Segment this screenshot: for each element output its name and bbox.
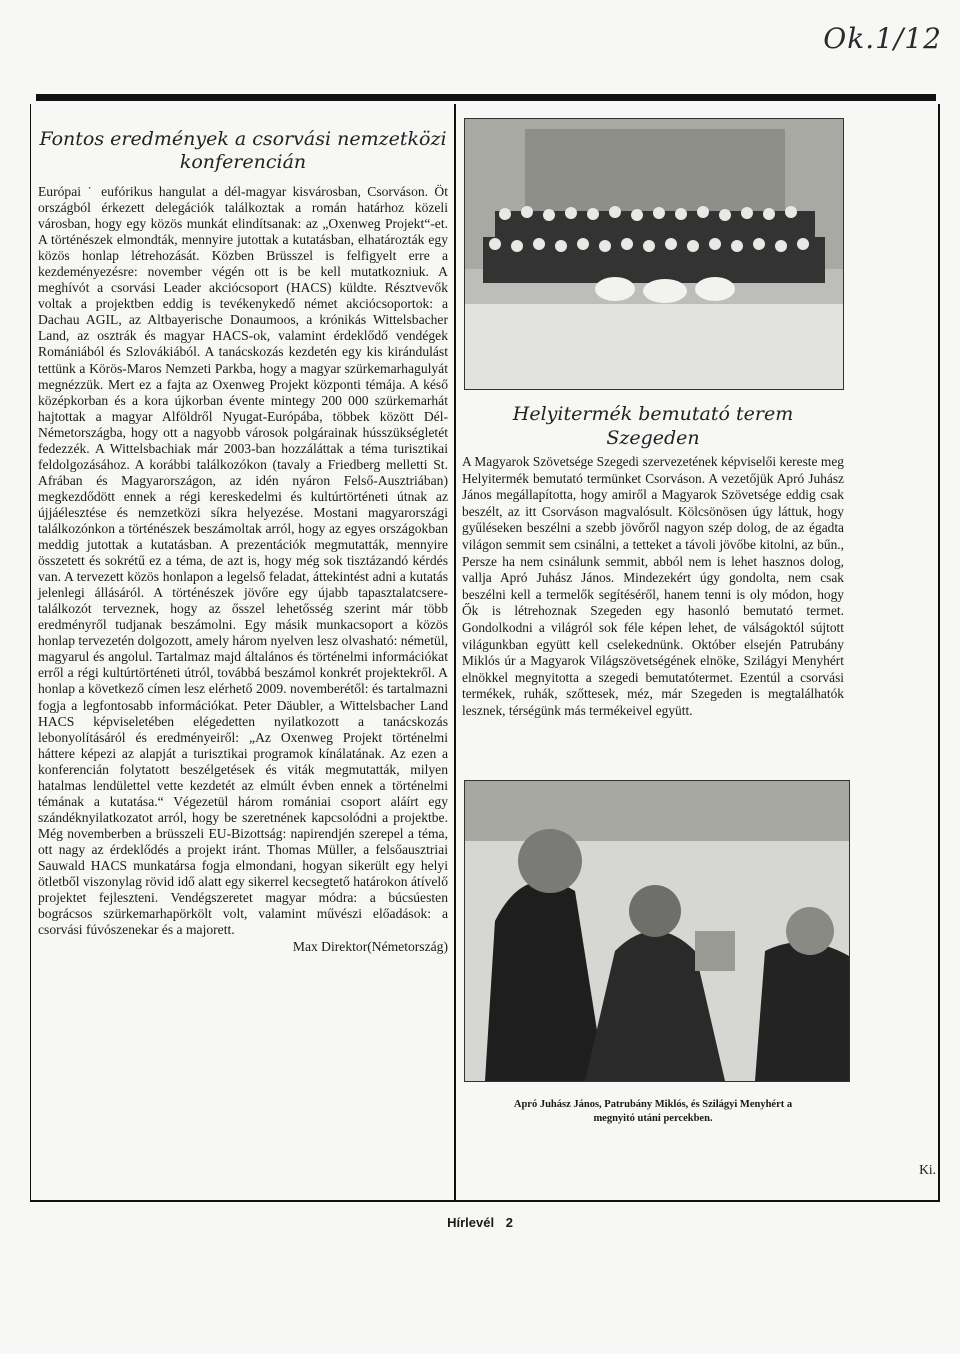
right-headline-line2: Szegeden bbox=[606, 427, 700, 449]
right-column-border bbox=[938, 104, 940, 1201]
left-article-headline bbox=[38, 128, 448, 174]
page-number: 2 bbox=[505, 1215, 513, 1230]
page-footer bbox=[0, 1215, 960, 1230]
caption-line2: megnyitó utáni percekben. bbox=[593, 1112, 713, 1124]
bottom-rule bbox=[30, 1200, 940, 1202]
left-article-body: Európai ˙ eufórikus hangulat a dél-magyar kisvárosban, Csorváson. Öt országból érkezett delegációk találkoztak a román határhoz közeli városban, hogy egy közös munkát elindítsanak: az „Oxenweg Projekt“-et. A történészek elmondták, mennyire jutottak a kutatásban, elhatározták egy közös honlap létrehozását. Közben Brüsszel is felfigyelt erre a kezdeményezésre: november végén ott is be kell mutatkozniuk. A meghívót a csorvási Leader akciócsoport (HACS) küldte. Résztvevők voltak a projektben eddig is tevékenykedő német akciócsoportok: a Dachau AGIL, az Altbayerische Donaumoos, a krónikás Wittelsbacher Land, az osztrák és magyar HACS-ok, valamint érdeklődő vendégek Romániából és Szlovákiából. A tanácskozás kezdetén egy kis kirándulást tettünk a Körös-Maros Nemzeti Parkba, hogy a magyar szürkemarhagulyát megnézzük. Mert ez a fajta az Oxenweg Projekt központi témája. A késő középkorban és a kora újkorban évente mintegy 200 000 szürkemarhát hajtottak a magyar Alföldről Nyugat-Európába, többek között Dél-Németországba, hogy ott a nagyobb városok polgárainak hússzükségletét fedezzék. A Wittelsbachiak már 2003-ban hozzáláttak a téma turisztikai feldolgozásához. A korábbi találkozókon (tavaly a Friedberg melletti St. Afrában és Magyarországon, az idén nyáron Felső-Ausztriában) megkezdődött ennek a régi kereskedelmi és kultúrtörténeti útnak az újjáélesztése és nemzetközi síkra helyezése. Mostani magyarországi találkozónkon a történészek beszámoltak arról, hogy az egyes országokban meddig jutottak a kutatásban. A prezentációk megmutatták, mennyire összetett és sokrétű ez a téma, de azt is, hogy még sok tisztázandó kérdés van. A tervezett közös honlapon a legelső feladat, áttekintést adni a kutatás jelenlegi állásáról. A történészek jövőre egy újabb tapasztalatcsere-találkozót terveznek, hogy az ősszel lehetősség szerint már több eredményről tudjanak beszámolni. Egy másik munkacsoport a közös honlap tervezetén dolgozott, amely három nyelven lesz olvasható: németül, magyarul és angolul. Tartalmaz majd általános és történelmi információkat erről a régi kultúrtörténeti útról, továbbá beszámol konkrét projektekről. A honlap a következő címen lesz elérhető 2009. novemberétől: és tartalmazni fogja a legfontosabb információkat. Peter Däubler, a Wittelsbacher Land HACS képviseletében elégedetten nyilatkozott a tanácskozás lebonyolításáról és eredményeiről: „Az Oxenweg Projekt történelmi háttere képezi az alapját a turisztikai programok kínálatának. Az ezen a konferencián folytatott beszélgetések és viták megmutatták, milyen hatalmas lendülettel vette kezdetét az elmúlt évben ennek a történelmi témának a kutatása.“ Végezetül három romániai csoport aláírt egy szándéknyilatkozatot arról, hogy be szeretnének kapcsolódni a projektbe. Még novemberben a brüsszeli EU-Bizottság: napirendjén szerepel a téma, ott nagy az érdeklődés a projekt iránt. Thomas Müller, a felsőausztriai Sauwald HACS munkatársa fogja elmondani, hogyan sikerült egy helyi ötletből viszonylag rövid idő alatt egy sikerrel kecsegtető határokon átívelő projektet fejleszteni. Vendégszeretet magyar módra: a búcsúesten bográcsos szürkemarhapörkölt volt, valamint művészi előadások: a csorvási fúvószenekar és a majorett. bbox=[38, 184, 448, 938]
left-headline-line2: konferencián bbox=[179, 151, 307, 173]
author-initials: Ki. bbox=[919, 1162, 936, 1177]
left-column-border bbox=[30, 104, 31, 1201]
right-article-body: A Magyarok Szövetsége Szegedi szervezetének képviselői kereste meg Helyitermék bemutató termünket Csorváson. A vezetőjük Apró Juhász János megállapította, hogy amiről a Magyarok Szövetsége eddig csak beszélt, az itt Csorváson magvalósult. Kölcsönösen úgy láttuk, hogy gyűléseken beszélni a szebb jövőről nagyon szép dolog, de az égadta világon semmit sem csinálni, a tetteket a távoli jövőbe kitolni, az bűn., Persze ha nem csinálunk semmit, abból nem is lehet hasznos dolog, vallja Apró Juhász János. Mindezekért úgy gondolta, nem csak beszélni kell a termelők segítéséről, hanem tenni is oly módon, hogy Ők is létrehoznak Szegeden egy hasonló bemutató termet. Gondolkodni a világról sok féle képen lehet, de válságoktól sújtott világunkban együtt kell cselekednünk. Október elsején Patrubány Miklós úr a Magyarok Világszövetségének elnöke, Szilágyi Menyhért elnökkel megnyitotta a szegedi bemutatótermet. Ezentúl a csorvási termékek, ruhák, szőttesek, méz, már Szegeden is megtalálhatók lesznek, térségünk más termékeivel együtt. bbox=[462, 454, 844, 718]
group-photo bbox=[464, 118, 844, 390]
right-headline-line1: Helyitermék bemutató terem bbox=[512, 403, 794, 425]
handwritten-note: Ok.1/12 bbox=[823, 22, 942, 55]
column-divider bbox=[454, 104, 456, 1201]
left-article bbox=[38, 116, 448, 1191]
right-article-headline bbox=[462, 402, 844, 450]
right-article bbox=[462, 116, 844, 1126]
group-photo-illustration bbox=[465, 119, 843, 389]
opening-photo-illustration bbox=[465, 781, 849, 1081]
left-headline-line1: Fontos eredmények a csorvási nemzetközi bbox=[39, 128, 447, 150]
photo-caption bbox=[462, 1098, 844, 1126]
caption-line1: Apró Juhász János, Patrubány Miklós, és Szilágyi Menyhért a bbox=[513, 1098, 793, 1110]
opening-photo bbox=[464, 780, 850, 1082]
article-signature: Max Direktor(Németország) bbox=[292, 939, 448, 955]
publication-name: Hírlevél bbox=[447, 1215, 495, 1230]
top-rule bbox=[36, 94, 936, 101]
